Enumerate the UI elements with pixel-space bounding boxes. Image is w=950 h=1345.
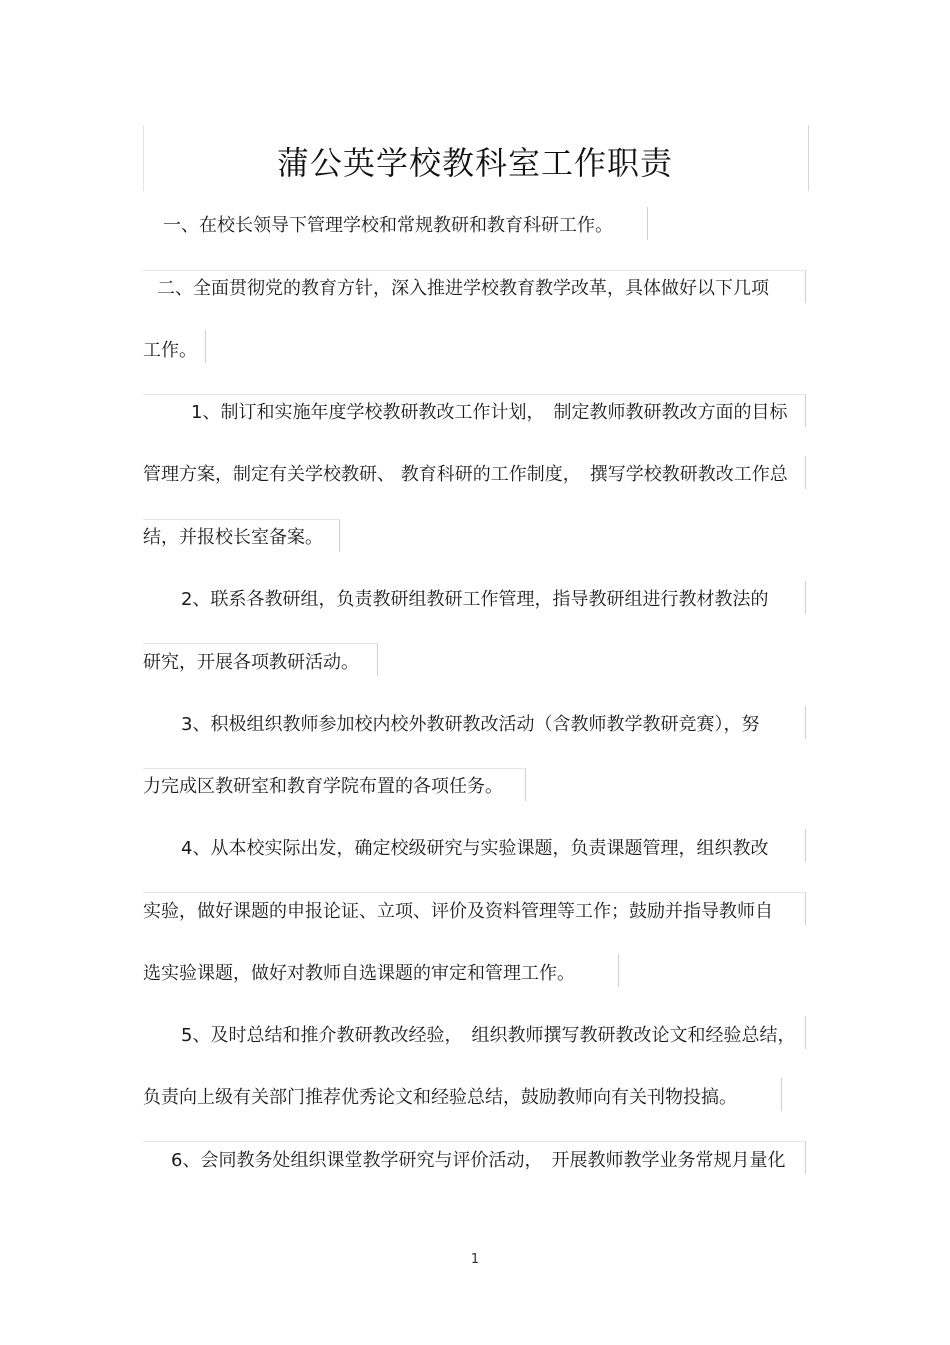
- text-line: 3、积极组织教师参加校内校外教研教改活动（含教师教学教研竞赛），努: [181, 714, 760, 735]
- text-line: 结，并报校长室备案。: [143, 527, 323, 548]
- text-line: 力完成区教研室和教育学院布置的各项任务。: [143, 776, 503, 797]
- document-title: 蒲公英学校教科室工作职责: [276, 144, 673, 182]
- text-line: 工作。: [143, 340, 197, 361]
- text-line: 选实验课题，做好对教师自选课题的审定和管理工作。: [143, 963, 575, 984]
- page-number: 1: [470, 1252, 480, 1267]
- text-line: 1、制订和实施年度学校教研教改工作计划， 制定教师教研教改方面的目标: [191, 402, 788, 423]
- text-line: 2、联系各教研组，负责教研组教研工作管理，指导教研组进行教材教法的: [181, 589, 769, 610]
- text-line: 5、及时总结和推介教研教改经验， 组织教师撰写教研教改论文和经验总结，: [181, 1025, 796, 1046]
- text-line: 二、全面贯彻党的教育方针，深入推进学校教育教学改革，具体做好以下几项: [157, 278, 769, 299]
- text-line: 负责向上级有关部门推荐优秀论文和经验总结，鼓励教师向有关刊物投搞。: [143, 1087, 737, 1108]
- text-line: 6、会同教务处组织课堂教学研究与评价活动， 开展教师教学业务常规月量化: [171, 1150, 786, 1171]
- text-line: 实验，做好课题的申报论证、立项、评价及资料管理等工作；鼓励并指导教师自: [143, 901, 773, 922]
- text-line: 管理方案，制定有关学校教研、 教育科研的工作制度， 撰写学校教研教改工作总: [143, 464, 788, 485]
- text-line: 研究，开展各项教研活动。: [143, 652, 359, 673]
- text-line: 一、在校长领导下管理学校和常规教研和教育科研工作。: [163, 215, 613, 236]
- text-line: 4、从本校实际出发，确定校级研究与实验课题，负责课题管理，组织教改: [181, 838, 769, 859]
